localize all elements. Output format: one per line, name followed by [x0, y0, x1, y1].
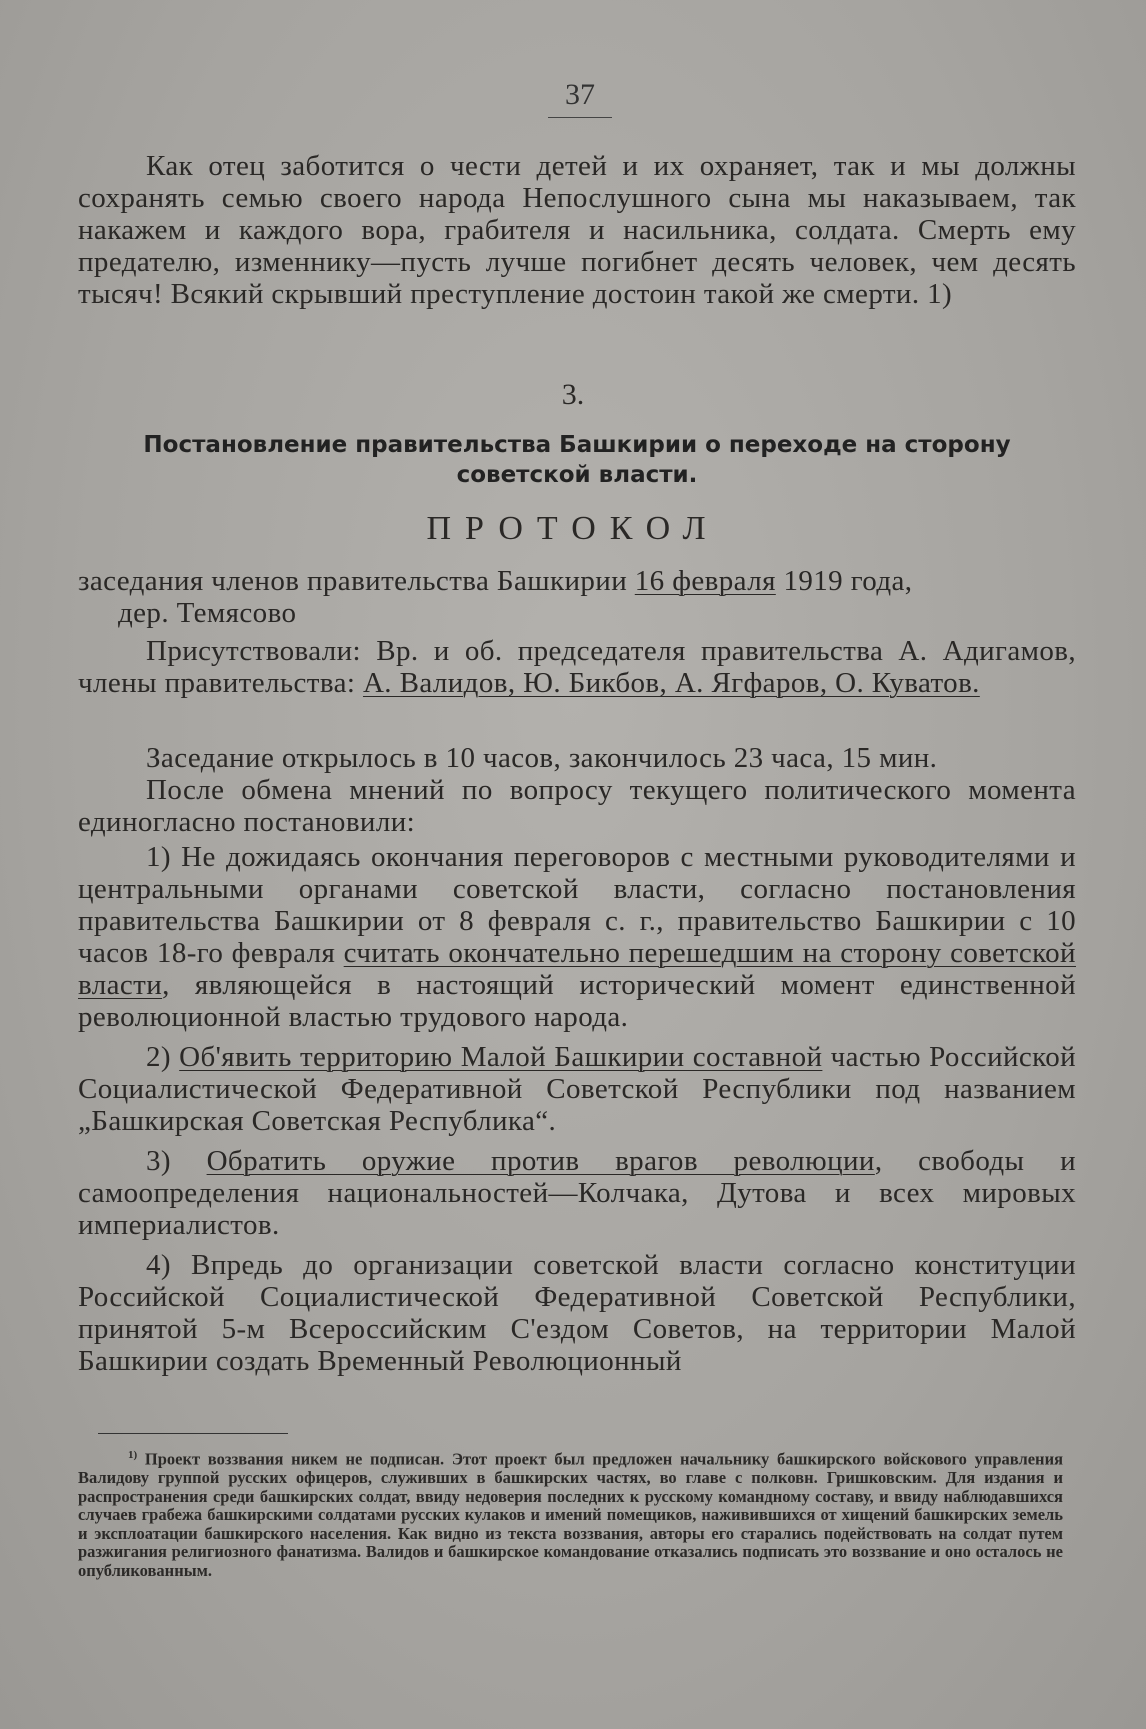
resolution-item-4 [78, 1249, 1076, 1377]
section-heading: Постановление правительства Башкирии о переходе на сторону советской власти. [143, 432, 1011, 488]
resolution-item-3 [78, 1145, 1076, 1241]
resolution-item-1 [78, 841, 1076, 1033]
page-number-rule [548, 117, 612, 118]
meeting-year: 1919 года, [775, 565, 913, 597]
opened-line: Заседание открылось в 10 часов, закончилось 23 часа, 15 мин. [146, 742, 938, 774]
item-3-text: 3) [146, 1145, 207, 1177]
page-number: 37 [565, 78, 595, 111]
intro-paragraph: Как отец заботится о чести детей и их охраняет, так и мы должны сохранять семью своего народа Непослушного сына мы наказываем, так накажем и каждого вора, грабителя и насильника, солдата. Смерть ему предателю, изменнику—пусть лучше погибнет десять человек, чем десять тысяч! Всякий скрывший преступление достоин такой же смерти. 1) [78, 150, 1076, 310]
item-1-rest: , являющейся в настоящий исторический момент единственной революционной властью трудового народа. [78, 969, 1076, 1033]
meeting-line [78, 565, 1076, 597]
present-block [78, 635, 1076, 699]
resolved-intro: После обмена мнений по вопросу текущего политического момента единогласно постановили: [78, 774, 1076, 838]
resolution-intro [78, 742, 1076, 838]
meeting-block [78, 565, 1076, 629]
resolution-item-2 [78, 1041, 1076, 1137]
meeting-place: дер. Темясово [118, 597, 297, 629]
footnote-mark: 1) [128, 1449, 138, 1461]
item-2-text: 2) [146, 1041, 180, 1073]
item-1-text: 1) Не дожидаясь окончания переговоров с местными руководителями и центральными органами советской власти, согласно постановления правительства Башкирии от 8 февраля с. г., правительство Башкирии с 10 часов 18-го февраля [78, 841, 1076, 969]
item-2-rest: частью Российской Социалистической Федеративной Советской Республики под названием „Башкирская Советская Республика“. [78, 1041, 1077, 1137]
meeting-prefix: заседания членов правительства Башкирии [78, 565, 635, 597]
item-3-underlined: Обратить оружие против врагов революции [206, 1145, 875, 1177]
item-3-rest: , свободы и самоопределения национальностей—Колчака, Дутова и всех мировых империалистов. [78, 1145, 1076, 1241]
present-paragraph [78, 635, 1076, 699]
section-number: 3. [561, 378, 585, 411]
footnote [78, 1446, 1063, 1580]
present-prefix: Присутствовали: Вр. и об. председателя правительства А. Адигамов, члены правительства: [78, 635, 1076, 699]
resolution-items [78, 841, 1076, 1377]
item-1-underlined: считать окончательно перешедшим на сторону советской власти [78, 937, 1076, 1001]
meeting-date: 16 февраля [634, 565, 776, 597]
item-2-underlined: Об'явить территорию Малой Башкирии составной [179, 1041, 823, 1073]
protocol-title: ПРОТОКОЛ [426, 510, 720, 547]
intro-block [78, 150, 1076, 310]
item-4-text: 4) Впредь до организации советской власти согласно конституции Российской Социалистической Федеративной Советской Республики, принятой 5-м Всероссийским С'ездом Советов, на территории Малой Башкирии создать Временный Революционный [78, 1249, 1076, 1377]
present-members: А. Валидов, Ю. Бикбов, А. Ягфаров, О. Куватов. [362, 667, 980, 699]
footnote-divider [98, 1433, 288, 1434]
footnote-text: Проект воззвания никем не подписан. Этот проект был предложен начальнику башкирского войскового управления Валидову группой русских офицеров, служивших в башкирских частях, во главе с полковн. Гришковским. Для издания и распространения среди башкирских солдат, ввиду недоверия последних к русскому командному составу, и ввиду наблюдавшихся случаев грабежа башкирскими солдатами русских кулаков и имений помещиков, наживившихся от хищений башкирских земель и эксплоатации башкирского населения. Как видно из текста воззвания, авторы его старались подействовать на солдат путем разжигания религиозного фанатизма. Валидов и башкирское командование отказались подписать это воззвание и оно осталось не опубликованным. [78, 1449, 1063, 1580]
